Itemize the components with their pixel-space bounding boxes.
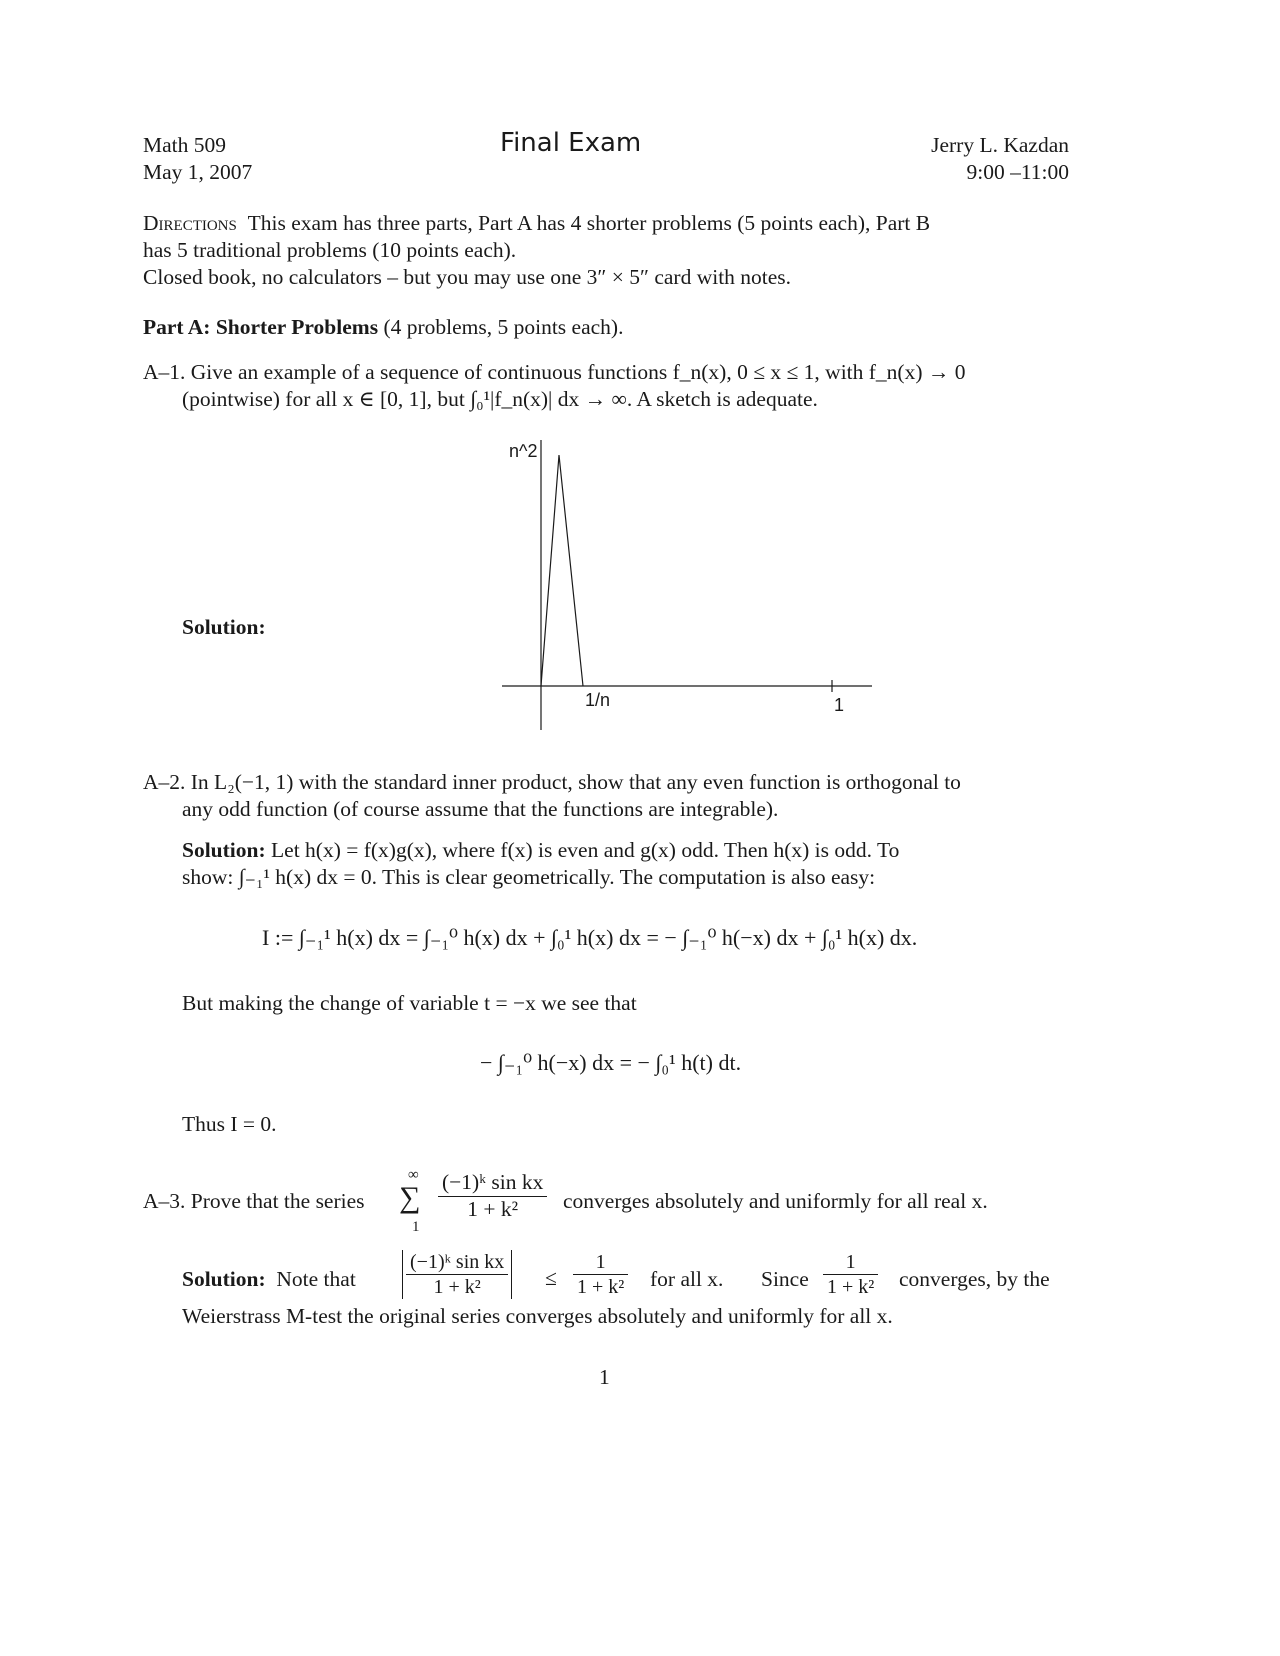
solution-label-a2: Solution:: [182, 838, 266, 862]
abs-numerator: (−1)ᵏ sin kx: [406, 1250, 508, 1275]
change-of-variable: But making the change of variable t = −x we see that: [182, 991, 637, 1015]
solution-a3-forall: for all x.: [650, 1267, 724, 1291]
solution-a2-line-1: [182, 838, 899, 864]
solution-label-a3: Solution:: [182, 1267, 266, 1291]
bound-numerator: 1: [573, 1250, 628, 1275]
sum-lower-limit: 1: [412, 1219, 420, 1235]
directions-line-2: has 5 traditional problems (10 points each).: [143, 238, 517, 262]
bound-fraction: [573, 1250, 628, 1299]
series-denominator: 1 + k²: [467, 1196, 519, 1221]
conv-fraction-body: [823, 1250, 878, 1299]
directions-label: Directions: [143, 211, 237, 235]
problem-a1-line-2: (pointwise) for all x ∈ [0, 1], but ∫₀¹|f_n(x)| dx → ∞. A sketch is adequate.: [182, 387, 818, 411]
series-fraction-body: [438, 1170, 547, 1223]
series-numerator: (−1)ᵏ sin kx: [438, 1170, 547, 1197]
peak-label: n^2: [509, 441, 538, 461]
spike-function: [541, 455, 583, 686]
solution-a3-note: Note that: [276, 1267, 356, 1291]
series-fraction: [438, 1170, 547, 1223]
exam-date: May 1, 2007: [143, 160, 253, 184]
directions-line-1: [143, 211, 930, 237]
bound-denominator: 1 + k²: [577, 1276, 625, 1298]
problem-a2-line-2: any odd function (of course assume that the functions are integrable).: [182, 797, 779, 821]
conv-fraction: [823, 1250, 878, 1299]
exam-time: 9:00 –11:00: [966, 160, 1069, 184]
bound-fraction-body: [573, 1250, 628, 1299]
solution-a3-start: [182, 1267, 356, 1293]
solution-label-a1: Solution:: [182, 615, 266, 639]
part-a-title: Part A: Shorter Problems: [143, 315, 379, 339]
problem-a1-line-1: A–1. Give an example of a sequence of continuous functions f_n(x), 0 ≤ x ≤ 1, with f_n(x) → 0: [143, 360, 966, 384]
problem-a3-suffix: converges absolutely and uniformly for all real x.: [563, 1189, 988, 1213]
sum-upper-limit: ∞: [408, 1167, 419, 1183]
abs-denominator: 1 + k²: [433, 1276, 481, 1298]
course-label: Math 509: [143, 133, 227, 157]
equation-2: − ∫₋₁⁰ h(−x) dx = − ∫₀¹ h(t) dt.: [480, 1050, 742, 1075]
solution-a2-text-1: Let h(x) = f(x)g(x), where f(x) is even and g(x) odd. Then h(x) is odd. To: [271, 838, 900, 862]
leq-symbol: ≤: [545, 1266, 557, 1290]
solution-a3-converges: converges, by the: [899, 1267, 1050, 1291]
base-label: 1/n: [585, 690, 611, 710]
solution-a2-line-2: show: ∫₋₁¹ h(x) dx = 0. This is clear geometrically. The computation is also easy:: [182, 865, 876, 889]
sum-symbol: ∑: [399, 1181, 421, 1214]
abs-bars: [402, 1250, 512, 1299]
author-name: Jerry L. Kazdan: [931, 133, 1069, 157]
conv-denominator: 1 + k²: [827, 1276, 875, 1298]
solution-a3-since: Since: [761, 1267, 809, 1291]
abs-fraction-body: [406, 1250, 508, 1299]
equation-1: I := ∫₋₁¹ h(x) dx = ∫₋₁⁰ h(x) dx + ∫₀¹ h(x) dx = − ∫₋₁⁰ h(−x) dx + ∫₀¹ h(x) dx.: [262, 925, 918, 950]
conclusion-a2: Thus I = 0.: [182, 1112, 277, 1136]
problem-a3-prefix: A–3. Prove that the series: [143, 1189, 365, 1213]
problem-a2-line-1: A–2. In L₂(−1, 1) with the standard inner product, show that any even function is orthogonal to: [143, 770, 961, 794]
end-label: 1: [834, 695, 845, 715]
page-title: Final Exam: [500, 128, 642, 158]
part-a-heading: [143, 315, 623, 341]
part-a-subtitle: (4 problems, 5 points each).: [383, 315, 624, 339]
directions-line-3: Closed book, no calculators – but you may use one 3″ × 5″ card with notes.: [143, 265, 792, 289]
abs-fraction: [402, 1250, 512, 1299]
solution-a3-line-2: Weierstrass M-test the original series converges absolutely and uniformly for all x.: [182, 1304, 893, 1328]
a1-sketch: [480, 430, 900, 740]
directions-text-1: This exam has three parts, Part A has 4 shorter problems (5 points each), Part B: [247, 211, 931, 235]
conv-numerator: 1: [823, 1250, 878, 1275]
page-number: 1: [599, 1365, 610, 1389]
